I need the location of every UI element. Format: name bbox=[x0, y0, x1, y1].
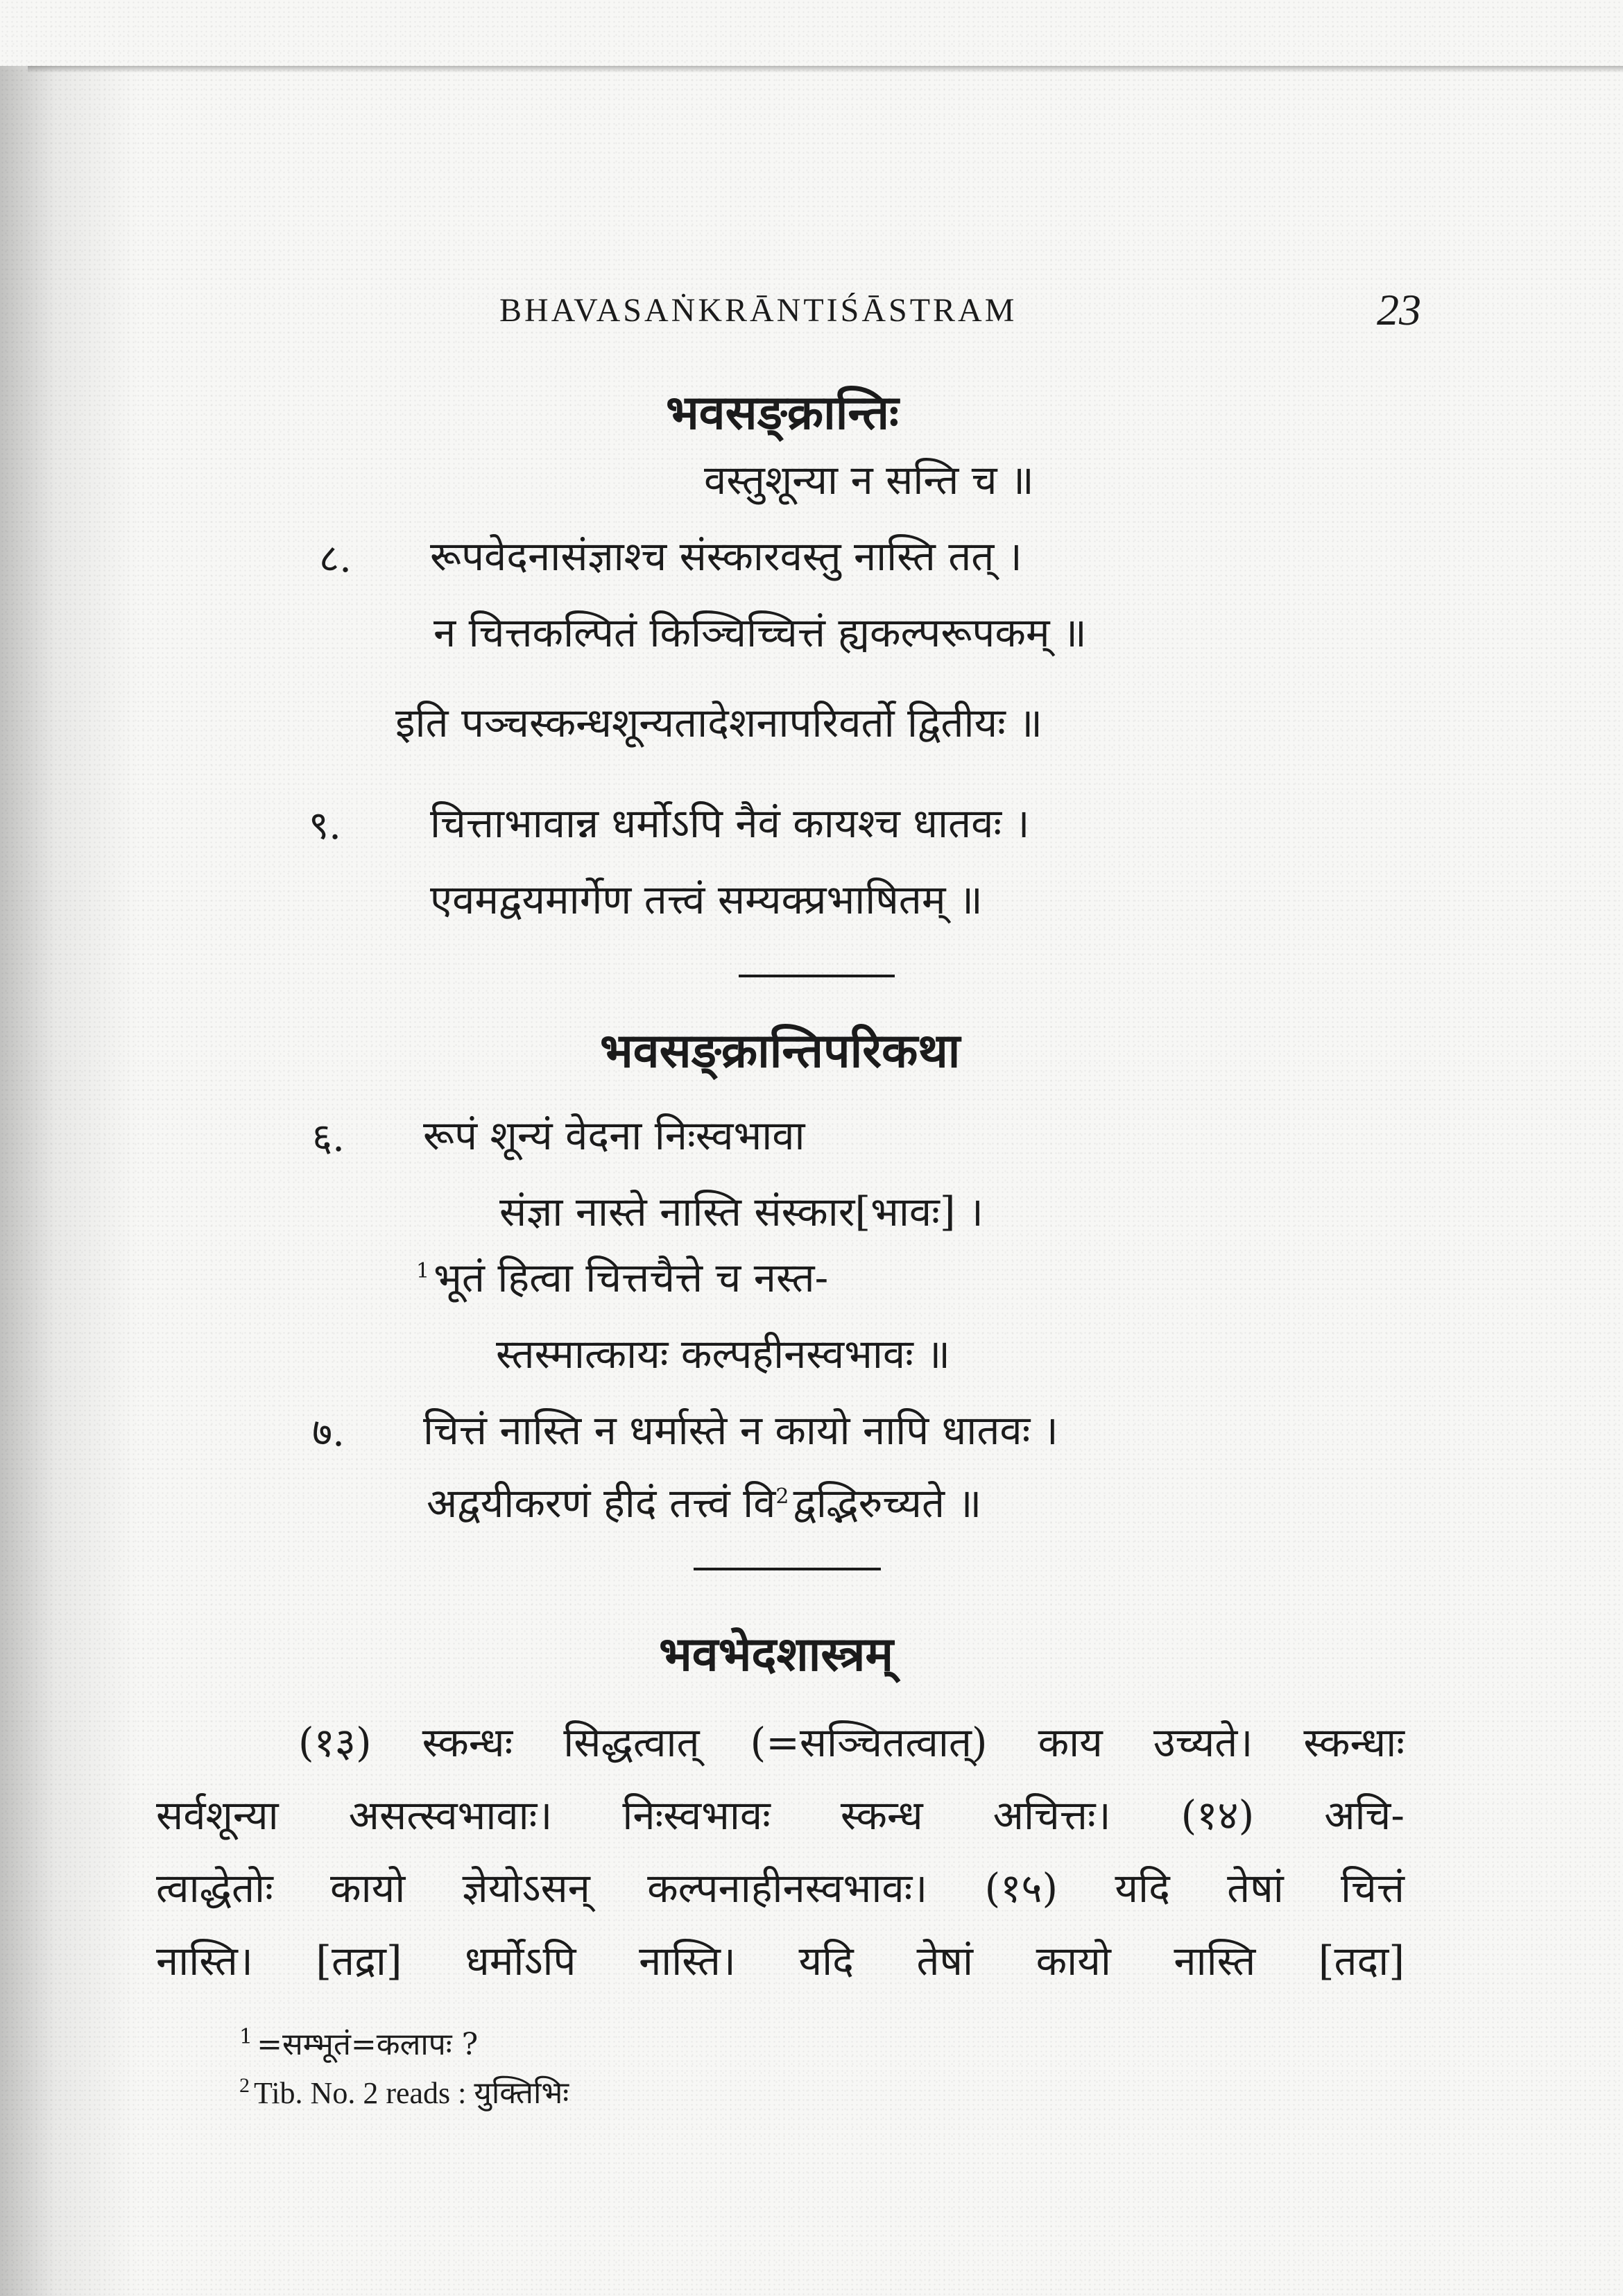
prose-word: अचि- bbox=[1324, 1792, 1405, 1839]
footnote-1-marker: 1 bbox=[239, 2025, 253, 2050]
prose-word: नास्ति। bbox=[156, 1937, 253, 1985]
verse-7-line-2-part-a: अद्वयीकरणं हीदं तत्त्वं वि bbox=[427, 1480, 776, 1527]
prose-word: धर्मोऽपि bbox=[465, 1937, 576, 1985]
verse-7-line-1: चित्तं नास्ति न धर्मास्ते न कायो नापि धातवः । bbox=[423, 1407, 1058, 1454]
prose-word: उच्यते। bbox=[1153, 1719, 1253, 1766]
prose-line-3 bbox=[156, 1859, 1405, 1914]
footnote-1-text: =सम्भूतं=कलापः ? bbox=[257, 2027, 479, 2062]
verse-6-line-1: रूपं शून्यं वेदना निःस्वभावा bbox=[423, 1112, 805, 1159]
prose-word: (१३) bbox=[298, 1719, 372, 1766]
prose-word: त्वाद्धेतोः bbox=[156, 1865, 273, 1912]
prose-word: स्कन्ध bbox=[840, 1792, 923, 1839]
footnote-ref-1: 1 bbox=[416, 1258, 430, 1283]
prose-word: कल्पनाहीनस्वभावः। bbox=[647, 1865, 928, 1912]
verse-6-line-4: स्तस्मात्कायः कल्पहीनस्वभावः ॥ bbox=[496, 1330, 951, 1378]
prose-line-4 bbox=[156, 1932, 1405, 1987]
prose-word: स्कन्धः bbox=[422, 1719, 513, 1766]
verse-number-9: ९. bbox=[309, 803, 341, 848]
prose-line-1 bbox=[298, 1713, 1405, 1768]
prose-word: ज्ञेयोऽसन् bbox=[462, 1865, 590, 1912]
prose-word: सिद्धत्वात् bbox=[563, 1719, 700, 1766]
verse-7-line-2-part-b: द्वद्भिरुच्यते ॥ bbox=[793, 1480, 982, 1527]
verse-9-line-1: चित्ताभावान्न धर्मोऽपि नैवं कायश्च धातवः । bbox=[430, 800, 1030, 847]
verse-7-line-2 bbox=[427, 1474, 981, 1529]
verse-8-line-1: रूपवेदनासंज्ञाश्च संस्कारवस्तु नास्ति तत् । bbox=[430, 533, 1022, 580]
verse-6-line-3 bbox=[416, 1249, 828, 1303]
chapter-colophon: इति पञ्चस्कन्धशून्यतादेशनापरिवर्तो द्वितीयः ॥ bbox=[395, 699, 1043, 746]
prose-word: नास्ति। bbox=[639, 1937, 736, 1985]
prose-word: कायो bbox=[330, 1865, 406, 1912]
section-divider-2 bbox=[694, 1568, 881, 1570]
footnote-ref-2: 2 bbox=[775, 1484, 789, 1509]
prose-word: तेषां bbox=[1227, 1865, 1284, 1912]
prose-word: स्कन्धाः bbox=[1303, 1719, 1405, 1766]
prose-line-2 bbox=[156, 1786, 1405, 1841]
footnote-2 bbox=[239, 2071, 569, 2112]
verse-6-line-2: संज्ञा नास्ते नास्ति संस्कार[भावः] । bbox=[499, 1188, 984, 1235]
prose-word: तेषां bbox=[916, 1937, 974, 1985]
section-title-bhavasankranti: भवसङ्क्रान्तिः bbox=[666, 385, 899, 440]
verse-8-line-2: न चित्तकल्पितं किञ्चिच्चित्तं ह्यकल्परूपकम् ॥ bbox=[433, 609, 1087, 656]
prose-word: (१४) bbox=[1180, 1792, 1255, 1839]
prose-word: (१५) bbox=[984, 1865, 1058, 1912]
prose-word: नास्ति bbox=[1174, 1937, 1256, 1985]
section-title-parikatha: भवसङ्क्रान्तिपरिकथा bbox=[600, 1023, 961, 1079]
verse-number-7: ७. bbox=[312, 1410, 345, 1455]
footnote-1 bbox=[239, 2022, 478, 2064]
prose-word: असत्स्वभावाः। bbox=[348, 1792, 553, 1839]
prose-word: अचित्तः। bbox=[993, 1792, 1111, 1839]
verse-9-line-2: एवमद्वयमार्गेण तत्त्वं सम्यक्प्रभाषितम् ॥ bbox=[430, 876, 983, 923]
prose-word: यदि bbox=[1115, 1865, 1170, 1912]
running-title: BHAVASAṄKRĀNTIŚĀSTRAM bbox=[499, 292, 1017, 329]
prose-word: कायो bbox=[1036, 1937, 1111, 1985]
prose-word: (=सञ्चितत्वात्) bbox=[750, 1719, 988, 1766]
verse-6-line-3-text: भूतं हित्वा चित्तचैत्ते च नस्त- bbox=[433, 1254, 829, 1301]
verse-number-6: ६. bbox=[312, 1115, 345, 1160]
prose-word: [तदा] bbox=[1318, 1937, 1405, 1985]
prose-word: निःस्वभावः bbox=[622, 1792, 771, 1839]
prose-word: काय bbox=[1038, 1719, 1103, 1766]
footnote-2-marker: 2 bbox=[239, 2074, 250, 2098]
section-divider-1 bbox=[739, 975, 895, 977]
section-title-bhavabheda: भवभेदशास्त्रम् bbox=[659, 1627, 894, 1682]
prose-word: [तद्रा] bbox=[316, 1937, 402, 1985]
verse-number-8: ८. bbox=[319, 536, 352, 581]
prose-word: चित्तं bbox=[1341, 1865, 1405, 1912]
prose-word: सर्वशून्या bbox=[156, 1792, 279, 1839]
prose-word: यदि bbox=[798, 1937, 854, 1985]
verse-carryover-line: वस्तुशून्या न सन्ति च ॥ bbox=[704, 456, 1034, 504]
footnote-2-text: Tib. No. 2 reads : युक्तिभिः bbox=[254, 2076, 569, 2110]
page-number: 23 bbox=[1377, 285, 1421, 334]
scan-shadow-left bbox=[0, 66, 139, 2296]
scan-shadow-top bbox=[28, 66, 1623, 73]
